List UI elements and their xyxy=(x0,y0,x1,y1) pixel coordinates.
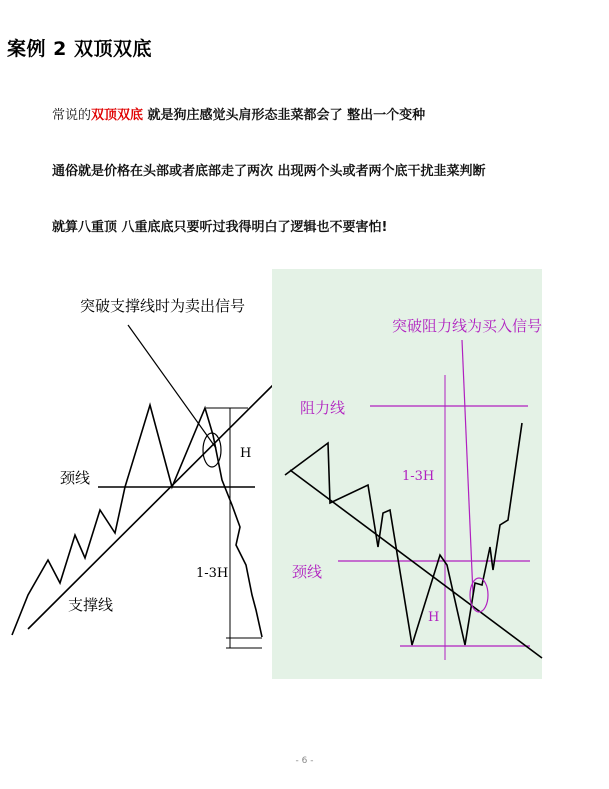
page-title: 案例 2 双顶双底 xyxy=(7,38,152,60)
intro-line-2: 通俗就是价格在头部或者底部走了两次 出现两个头或者两个底干扰韭菜判断 xyxy=(52,164,486,179)
sell-signal-leader xyxy=(128,325,216,448)
intro-line-1-rest: 就是狗庄感觉头肩形态韭菜都会了 整出一个变种 xyxy=(143,108,426,123)
resistance-line-label: 阻力线 xyxy=(300,399,346,417)
pattern-figure xyxy=(0,265,609,685)
buy-signal-label: 突破阻力线为买入信号 xyxy=(392,317,543,335)
right-height-label: H xyxy=(428,610,440,625)
right-neckline-label: 颈线 xyxy=(292,563,323,581)
intro-line-1-highlight: 双顶双底 xyxy=(91,108,144,123)
double-top-diagram xyxy=(12,325,274,648)
left-target-label: 1-3H xyxy=(196,566,229,581)
sell-signal-circle xyxy=(203,433,221,467)
intro-line-1-prefix: 常说的 xyxy=(52,108,92,123)
support-line xyxy=(28,384,274,629)
page-number: - 6 - xyxy=(295,756,314,766)
left-height-label: H xyxy=(240,446,252,461)
support-line-label: 支撑线 xyxy=(68,596,114,614)
sell-signal-label: 突破支撑线时为卖出信号 xyxy=(80,297,246,315)
right-target-label: 1-3H xyxy=(402,469,435,484)
left-neckline-label: 颈线 xyxy=(60,469,91,487)
intro-line-3: 就算八重顶 八重底底只要听过我得明白了逻辑也不要害怕! xyxy=(52,220,388,235)
intro-line-1 xyxy=(52,104,425,123)
